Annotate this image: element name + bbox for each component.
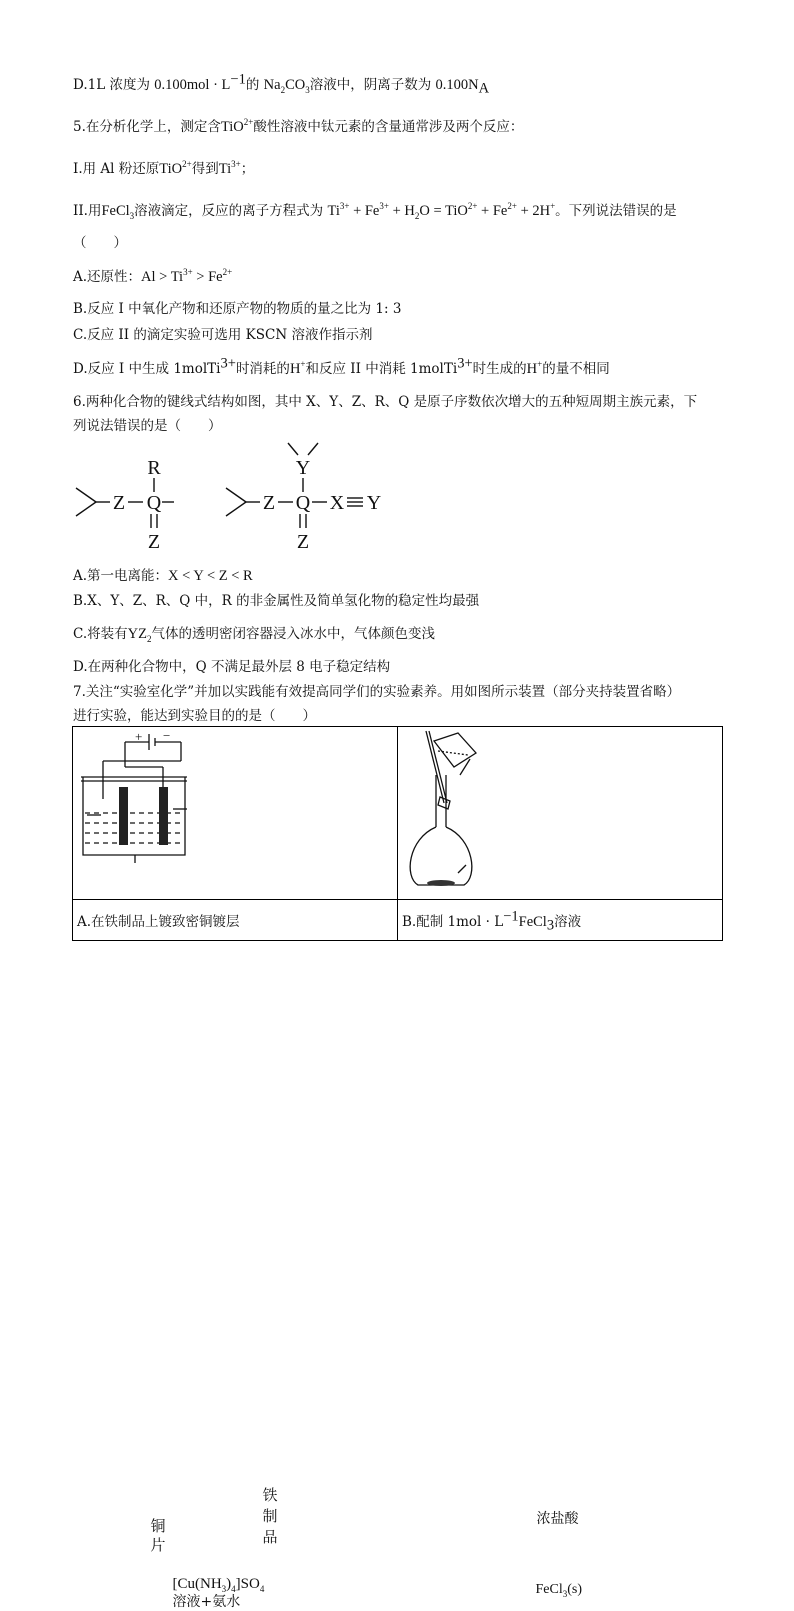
prev-option-d: D.1L 浓度为 $0.100mol \cdot L^{-1}$的 $Na_2CO_3$溶液中，阴离子数为 $0.100N_A$ [73,71,490,97]
atom-Q: Q [146,492,162,514]
negative-sign: − [163,728,171,743]
atom-Z: Z [147,531,161,553]
solution-label: $[Cu(NH_3)_4]SO_4$ 溶液+氨水 [172,1575,265,1610]
q5-option-b: B.反应 I 中氧化产物和还原产物的物质的量之比为 1: 3 [73,301,402,317]
iron-label: 铁制品 [262,1485,278,1546]
q5-stem: 5.在分析化学上，测定含TiO$^{2+}$酸性溶液中钛元素的含量通常涉及两个反应： [73,117,524,135]
acid-label: 浓盐酸 [536,1510,579,1527]
atom-Y: Y [295,457,311,479]
q6-structures [70,440,410,558]
q6-option-d: D.在两种化合物中，Q 不满足最外层 8 电子稳定结构 [73,659,391,675]
atom-Q: Q [295,492,311,514]
q6-stem-1: 6.两种化合物的键线式结构如图，其中 X、Y、Z、R、Q 是原子序数依次增大的五种短周期主族元素，下 [73,394,698,410]
atom-Y: Y [366,492,382,514]
positive-sign: + [135,729,143,744]
q7-stem-2: 进行实验，能达到实验目的的是（ ） [73,708,316,724]
q7-figure-table [72,726,723,1610]
q5-reaction-i: I.用 Al 粉还原TiO$^{2+}$得到$Ti^{3+}$； [73,159,255,177]
q5-reaction-ii: II.用FeCl$_3$溶液滴定，反应的离子方程式为 $Ti^{3+} + Fe^{3+} + H_2O = TiO^{2+} + Fe^{2+} + 2H^+$。下列说法错误的是 [73,201,677,221]
q6-option-a: A.第一电离能：X < Y < Z < R [73,568,253,584]
figure-b-caption: B.配制 $1mol \cdot L^{-1}FeCl_3$溶液 [398,900,723,941]
q6-option-b: B.X、Y、Z、R、Q 中，R 的非金属性及简单氢化物的稳定性均最强 [73,593,480,609]
volumetric-flask-figure [398,727,722,895]
q5-option-c: C.反应 II 的滴定实验可选用 KSCN 溶液作指示剂 [73,327,373,343]
atom-X: X [329,492,345,514]
electroplating-figure [73,727,397,895]
q5-option-d: D.反应 I 中生成 1molTi$^{3+}$时消耗的H+和反应 II 中消耗 1molTi$^{3+}$时生成的H+的量不相同 [73,355,610,377]
atom-R: R [147,457,161,479]
atom-Z: Z [112,492,126,514]
copper-label: 铜片 [150,1516,166,1554]
solid-label: FeCl$_3$(s) [535,1581,583,1599]
q5-option-a: A.还原性：$Al > Ti^{3+} > Fe^{2+}$ [73,267,233,285]
q6-stem-2: 列说法错误的是（ ） [73,418,222,434]
figure-a-caption: A.在铁制品上镀致密铜镀层 [73,900,398,941]
atom-Z: Z [262,492,276,514]
q5-answer-paren: （ ） [73,235,127,251]
q7-stem-1: 7.关注“实验室化学”并加以实践能有效提高同学们的实验素养。用如图所示装置（部分夹持装置省略） [73,684,681,700]
atom-Z: Z [296,531,310,553]
q6-option-c: C.将装有$YZ_2$气体的透明密闭容器浸入冰水中，气体颜色变浅 [73,626,435,644]
